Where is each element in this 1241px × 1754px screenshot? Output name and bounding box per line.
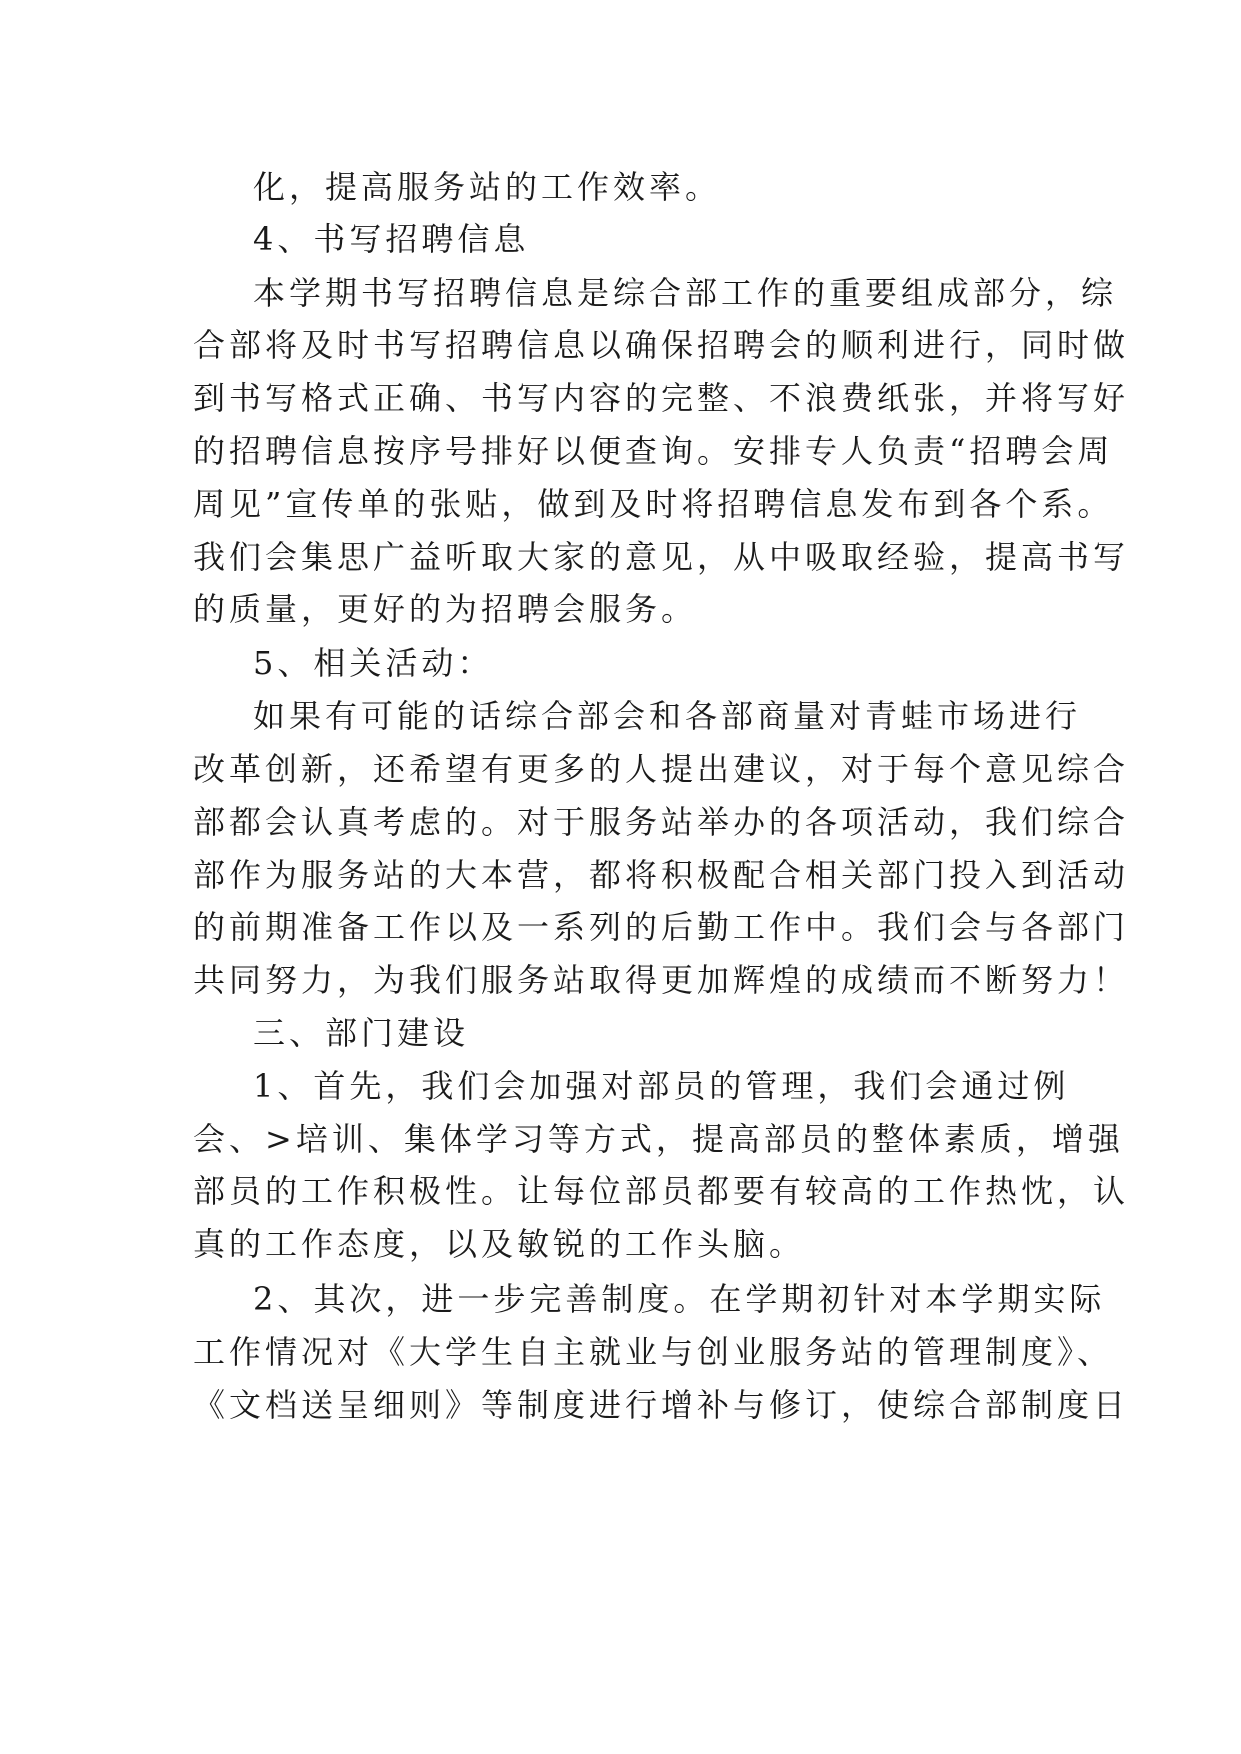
- text-line: 部都会认真考虑的。对于服务站举办的各项活动，我们综合: [193, 803, 1130, 841]
- text-line: 1、首先，我们会加强对部员的管理，我们会通过例: [253, 1067, 1070, 1105]
- text-line: 2、其次，进一步完善制度。在学期初针对本学期实际: [253, 1280, 1106, 1318]
- text-line: 我们会集思广益听取大家的意见，从中吸取经验，提高书写: [193, 538, 1130, 576]
- section-heading: 4、书写招聘信息: [253, 220, 530, 258]
- text-line: 部员的工作积极性。让每位部员都要有较高的工作热忱，认: [193, 1172, 1130, 1210]
- section-heading: 5、相关活动：: [253, 644, 494, 682]
- text-line: 真的工作态度，以及敏锐的工作头脑。: [193, 1225, 806, 1263]
- text-line: 部作为服务站的大本营，都将积极配合相关部门投入到活动: [193, 856, 1130, 894]
- text-line: 工作情况对《大学生自主就业与创业服务站的管理制度》、: [193, 1333, 1114, 1371]
- text-line: 如果有可能的话综合部会和各部商量对青蛙市场进行: [253, 697, 1082, 735]
- text-line: 到书写格式正确、书写内容的完整、不浪费纸张，并将写好: [193, 379, 1130, 417]
- section-heading: 三、部门建设: [253, 1014, 470, 1052]
- text-line: 改革创新，还希望有更多的人提出建议，对于每个意见综合: [193, 750, 1130, 788]
- text-line: 《文档送呈细则》等制度进行增补与修订，使综合部制度日: [193, 1386, 1130, 1424]
- text-line: 会、>培训、集体学习等方式，提高部员的整体素质，增强: [193, 1120, 1124, 1158]
- text-line: 的质量，更好的为招聘会服务。: [193, 590, 698, 628]
- text-line: 本学期书写招聘信息是综合部工作的重要组成部分，综: [253, 274, 1118, 312]
- text-line: 的前期准备工作以及一系列的后勤工作中。我们会与各部门: [193, 908, 1130, 946]
- text-line: 周见”宣传单的张贴，做到及时将招聘信息发布到各个系。: [193, 485, 1114, 523]
- text-line: 化，提高服务站的工作效率。: [253, 168, 722, 206]
- text-line: 的招聘信息按序号排好以便查询。安排专人负责“招聘会周: [193, 432, 1114, 470]
- text-line: 合部将及时书写招聘信息以确保招聘会的顺利进行，同时做: [193, 326, 1130, 364]
- text-line: 共同努力，为我们服务站取得更加辉煌的成绩而不断努力！: [193, 961, 1130, 999]
